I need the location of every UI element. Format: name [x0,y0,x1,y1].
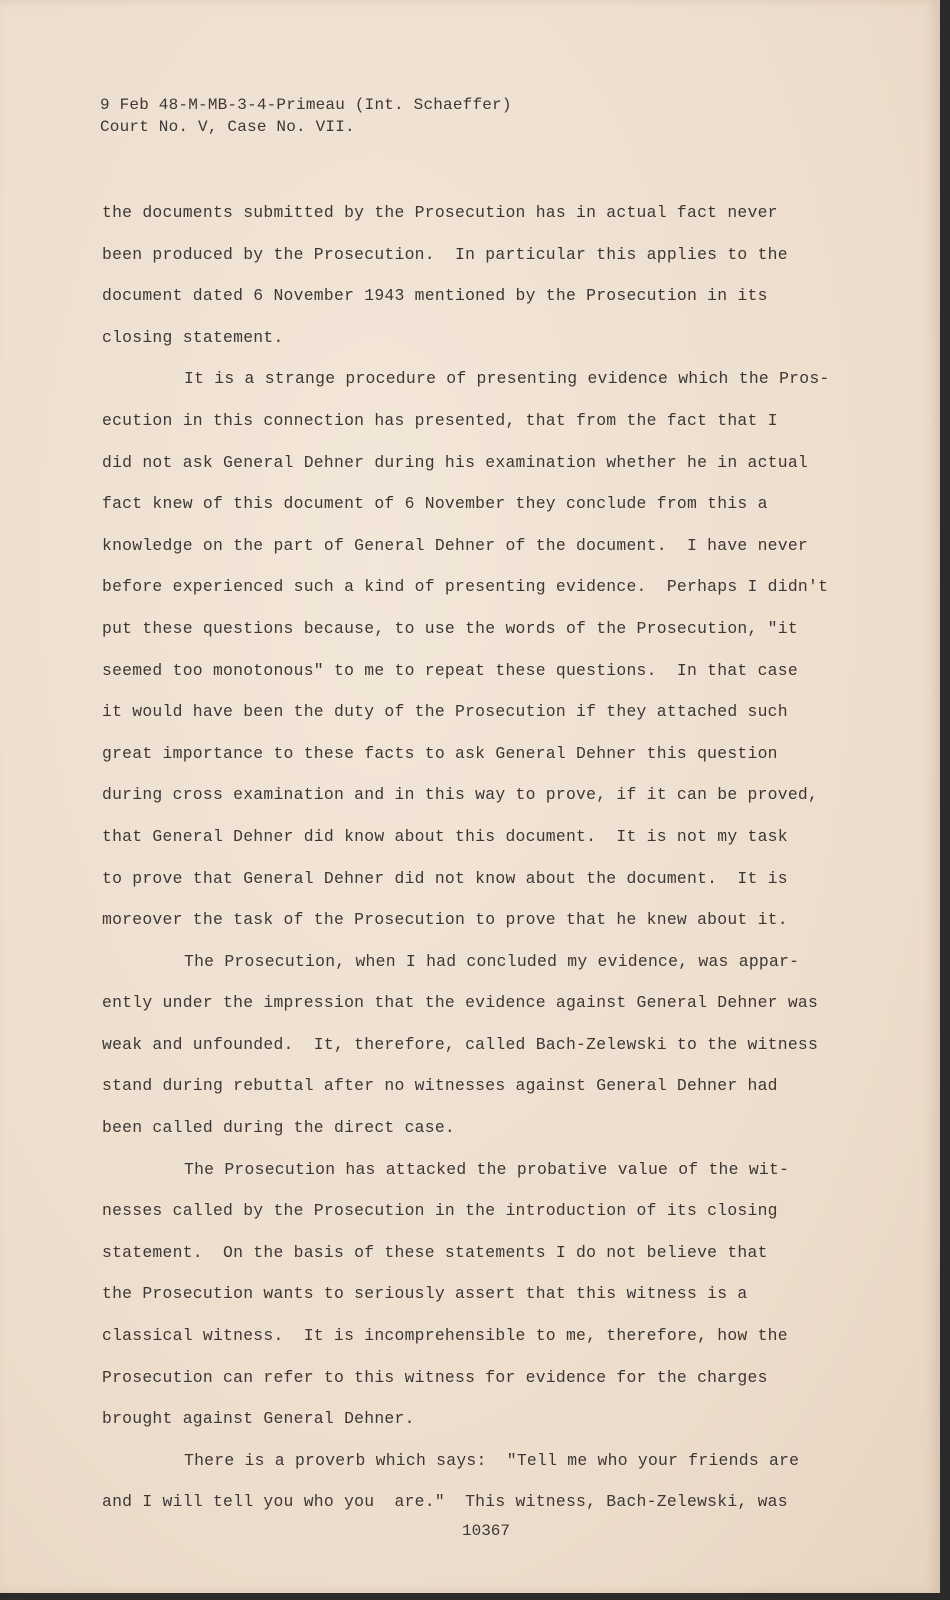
body-text-line: document dated 6 November 1943 mentioned by the Prosecution in its [102,286,768,306]
body-text-line: The Prosecution has attacked the probative value of the wit- [184,1159,790,1179]
body-text-line: fact knew of this document of 6 November they conclude from this a [102,494,768,514]
body-text-line: brought against General Dehner. [102,1409,415,1429]
body-text-line: knowledge on the part of General Dehner of the document. I have never [102,535,809,555]
document-header [100,94,512,138]
body-text-line: Prosecution can refer to this witness for evidence for the charges [102,1367,768,1387]
body-text-line: closing statement. [102,327,284,347]
body-text-line: during cross examination and in this way to prove, if it can be proved, [102,785,819,805]
body-text-line: The Prosecution, when I had concluded my evidence, was appar- [184,951,800,971]
body-text-line: weak and unfounded. It, therefore, called Bach-Zelewski to the witness [102,1034,819,1054]
body-text-line: classical witness. It is incomprehensible to me, therefore, how the [102,1326,788,1346]
body-text-line: moreover the task of the Prosecution to prove that he knew about it. [102,910,788,930]
body-text-line: the Prosecution wants to seriously assert that this witness is a [102,1284,748,1304]
header-line-court-case: Court No. V, Case No. VII. [100,118,355,136]
body-text-line: the documents submitted by the Prosecution has in actual fact never [102,203,778,222]
body-text-line: that General Dehner did know about this document. It is not my task [102,826,788,846]
body-text-line: been produced by the Prosecution. In particular this applies to the [102,244,788,264]
body-text-line: It is a strange procedure of presenting evidence which the Pros- [184,369,830,389]
body-text-line: seemed too monotonous" to me to repeat these questions. In that case [102,660,798,680]
body-text-line: before experienced such a kind of presenting evidence. Perhaps I didn't [102,577,829,597]
body-text-line: put these questions because, to use the words of the Prosecution, "it [102,618,798,638]
page-number: 10367 [462,1522,511,1540]
body-text-line: There is a proverb which says: "Tell me who your friends are [184,1450,800,1470]
body-text-line: ently under the impression that the evidence against General Dehner was [102,993,819,1013]
body-text-line: and I will tell you who you are." This witness, Bach-Zelewski, was [102,1492,788,1512]
body-text-line: did not ask General Dehner during his examination whether he in actual [102,452,809,472]
body-text-line: been called during the direct case. [102,1118,456,1138]
body-text-line: stand during rebuttal after no witnesses against General Dehner had [102,1076,778,1096]
header-line-session: 9 Feb 48-M-MB-3-4-Primeau (Int. Schaeffer) [100,96,512,114]
body-text-line: it would have been the duty of the Prosecution if they attached such [102,702,788,722]
document-body [102,192,847,1523]
body-text-line: nesses called by the Prosecution in the introduction of its closing [102,1201,778,1221]
body-text-line: to prove that General Dehner did not know about the document. It is [102,868,788,888]
body-text-line: great importance to these facts to ask General Dehner this question [102,743,778,763]
body-text-line: ecution in this connection has presented, that from the fact that I [102,410,778,430]
body-text-line: statement. On the basis of these statements I do not believe that [102,1242,768,1262]
